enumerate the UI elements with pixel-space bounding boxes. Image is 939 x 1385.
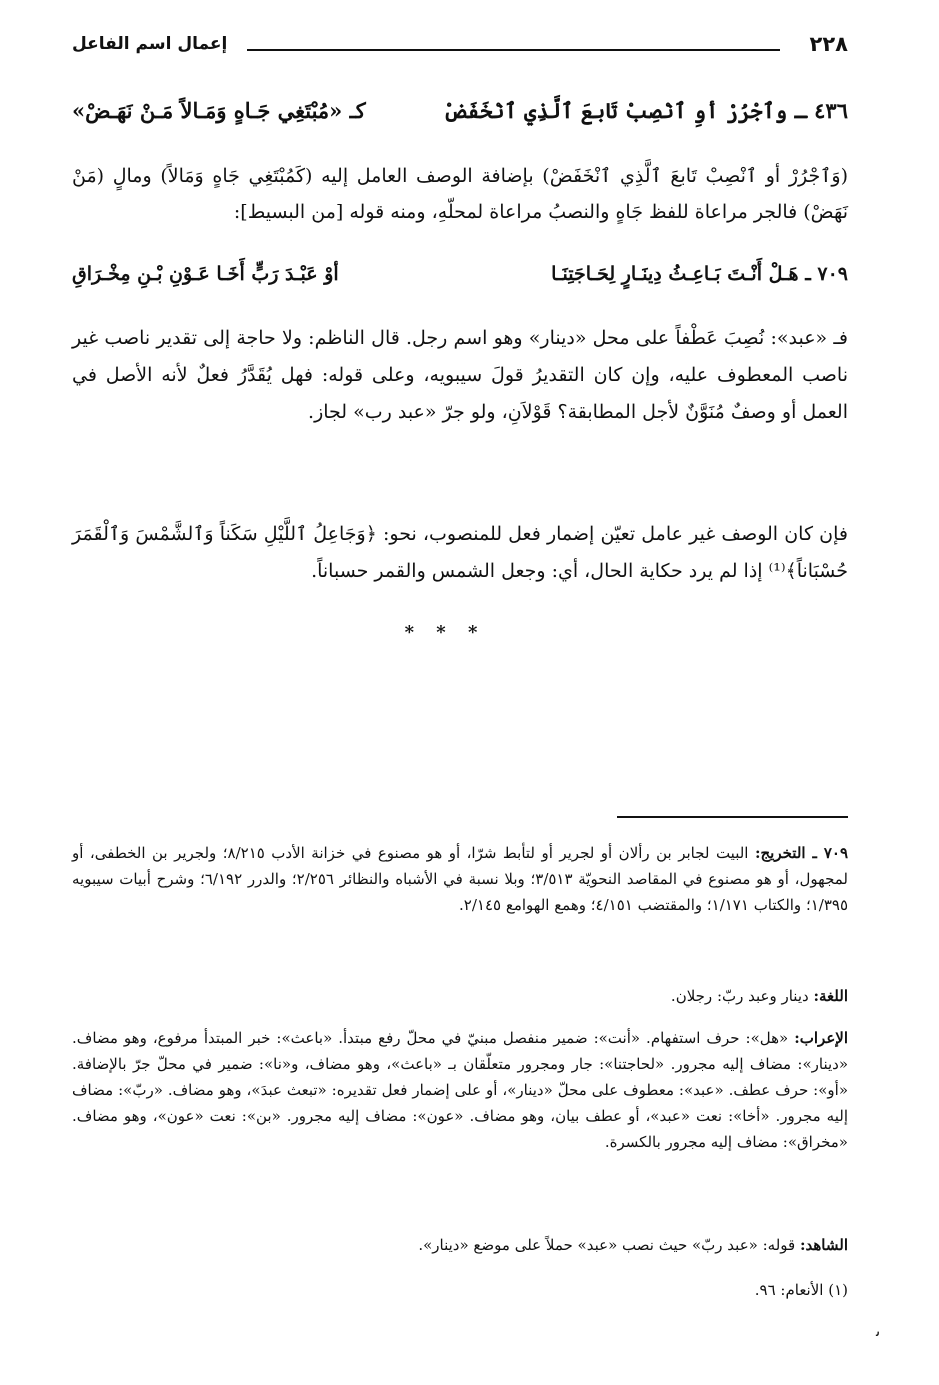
page-header [72,32,848,62]
section-separator: * * * [404,622,486,643]
footnote-takhrij [72,840,848,918]
takhrij-text: البيت لجابر بن رألان أو لجرير أو لتأبط شرّا، أو هو مصنوع في خزانة الأدب ٨/٢١٥؛ ولجرير بن الخطفى، أو لمجهول، أو هو مصنوع في المقاصد النحويّة ٣/٥١٣؛ وبلا نسبة في الأشباه والنظائر ٢/٢٥٦؛ والدرر ٦/١٩٢؛ وشرح أبيات سيبويه ١/٣٩٥؛ والكتاب ١/١٧١؛ والمقتضب ٤/١٥١؛ وهمع الهوامع ٢/١٤٥. [72,844,848,914]
header-rule [247,49,780,51]
verse-709-first-hemistich: ٧٠٩ ـ هَـلْ أَنْـتَ بَـاعِـثُ دِينَـارٍ لِحَـاجَتِنَـا [551,263,848,285]
footnote-rule [617,816,848,818]
page-number: ٢٢٨ [809,32,848,56]
footnote-lugha [72,983,848,1009]
shahid-text: قوله: «عبد ربّ» حيث نصب «عبد» حملاً على موضع «دينار». [418,1236,796,1254]
footnote-1: (١) الأنعام: ٩٦. [754,1281,848,1299]
commentary-paragraph-2: فـ «عبد»: نُصِبَ عَطْفاً على محل «دينار» وهو اسم رجل. قال الناظم: ولا حاجة إلى تقدير ناصب غير ناصب المعطوف عليه، وإن كان التقديرُ قولَ سيبويه، وعلى قوله: فهل يُقَدَّرُ فعلٌ لأنه الأصل في العمل أو وصفٌ مُنَوَّنٌ لأجل المطابقة؟ قَوْلاَنِ، ولو جرّ «عبد رب» لجاز. [72,327,848,423]
running-title: إعمال اسم الفاعل [72,34,228,54]
footnote-irab [72,1025,848,1155]
footnote-shahid [72,1232,848,1258]
margin-mark: ﯨ [876,1322,881,1340]
verse-709 [72,263,848,303]
irab-label: الإعراب: [794,1029,848,1047]
verse-436-first-hemistich: ٤٣٦ ـ وٱجْرُرْ أوِ ٱنْصِبْ تَابعَ ٱلَّذِي ٱنْخَفَضْ [443,98,848,123]
irab-text: «هل»: حرف استفهام. «أنت»: ضمير منفصل مبنيّ في محلّ رفع مبتدأ. «باعث»: خبر المبتدأ مرفوع، وهو مضاف. «دينار»: مضاف إليه مجرور. «لحاجتنا»: جار ومجرور متعلّقان بـ «باعث»، وهو مضاف، و«نا»: ضمير في محلّ جرّ بالإضافة. «أو»: حرف عطف. «عبد»: معطوف على محلّ «دينار»، أو على إضمار فعل تقديره: «تبعث عبدَ»، وهو مضاف. «ربّ»: مضاف إليه مجرور. «أخا»: نعت «عبد»، أو عطف بيان، وهو مضاف. «عون»: مضاف إليه مجرور. «بن»: نعت «عون»، وهو مضاف. «مخراق»: مضاف إليه مجرور بالكسرة. [72,1029,848,1151]
verse-436 [72,98,848,138]
takhrij-label: ٧٠٩ ـ التخريج: [754,844,848,862]
commentary-paragraph-3: فإن كان الوصف غير عامل تعيّن إضمار فعل للمنصوب، نحو: ﴿وَجَاعِلُ ٱللَّيْلِ سَكَناً وَٱلشَّمْسَ وَٱلْقَمَرَ حُسْبَاناً﴾⁽¹⁾ إذا لم يرد حكاية الحال، أي: وجعل الشمس والقمر حسباناً. [72,523,848,582]
shahid-label: الشاهد: [799,1236,848,1254]
lugha-text: دينار وعبد ربّ: رجلان. [670,987,809,1005]
commentary-paragraph-1: (وَٱجْرُرْ أو ٱنْصِبْ تَابعَ ٱلَّذِي ٱنْخَفَضْ) بإضافة الوصف العامل إليه (كَمُبْتَغِي جَاهٍ وَمَالاً) ومالٍ (مَنْ نَهَضْ) فالجر مراعاة للفظ جَاهٍ والنصبُ مراعاة لمحلّهِ، ومنه قوله [من البسيط]: [72,165,848,223]
verse-436-second-hemistich: كـ «مُبْتَغِي جَـاهٍ وَمَـالاً مَـنْ نَهَـضْ» [72,98,366,123]
lugha-label: اللغة: [813,987,848,1005]
verse-709-second-hemistich: أوْ عَبْـدَ رَبٍّ أَخَـا عَـوْنِ بْـنِ مِخْـرَاقِ [72,263,339,285]
